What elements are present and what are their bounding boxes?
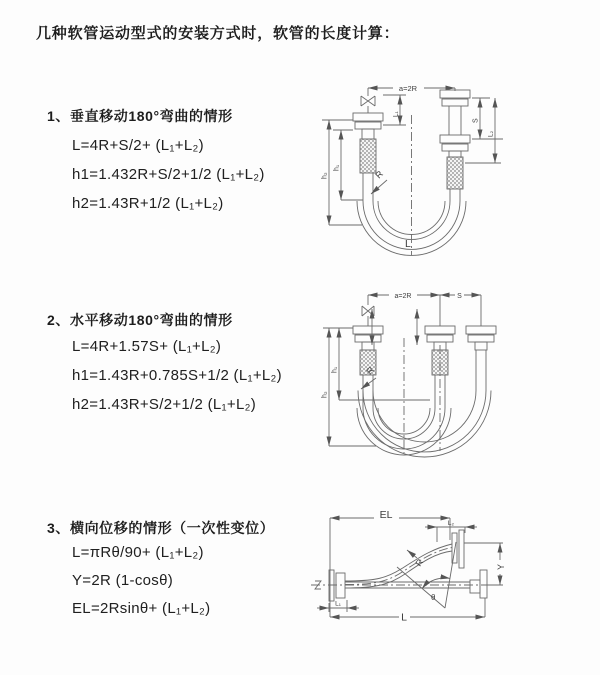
lower-flange — [470, 570, 487, 617]
dim-label-el: EL — [379, 509, 393, 521]
hose-displaced-s-curve — [345, 544, 452, 588]
dim-label-l1: L₁ — [392, 111, 400, 117]
hose-u-curve-moved — [358, 350, 491, 457]
formula-line: h2=1.43R+1/2 (L₁+L₂) — [72, 195, 224, 212]
dim-label-h2: h₂ — [321, 391, 329, 398]
dimension-el — [330, 518, 450, 617]
angle-label: θ — [431, 593, 436, 602]
dimension-h1 — [339, 328, 430, 400]
section-2-heading: 2、水平移动180°弯曲的情形 — [47, 312, 233, 328]
diagram-horizontal-180-bend — [318, 283, 514, 459]
dim-label-a2r: a=2R — [398, 83, 418, 93]
length-label: L — [405, 238, 411, 250]
dimension-l1 — [383, 95, 406, 125]
dim-label-l2: L₂ — [447, 519, 455, 527]
radius-label: R — [364, 364, 377, 377]
dimension-l2 — [425, 527, 477, 542]
section-3-formulas — [72, 539, 210, 623]
dim-label-h1: h₁ — [333, 164, 341, 171]
formula-line: L=4R+1.57S+ (L₁+L₂) — [72, 338, 222, 355]
dimension-ticks — [372, 309, 417, 345]
formula-line: EL=2Rsinθ+ (L₁+L₂) — [72, 600, 211, 617]
dimension-a2r — [368, 292, 481, 326]
dim-label-s: S — [472, 118, 480, 123]
formula-line: L=πRθ/90+ (L₁+L₂) — [72, 544, 204, 561]
hose-left-end-fitting — [353, 113, 383, 173]
dimension-l2 — [465, 98, 501, 163]
left-flange — [329, 570, 345, 601]
valve-icon — [361, 96, 375, 113]
dim-label-h1: h₁ — [331, 366, 339, 373]
dim-label-h2: h₂ — [321, 172, 329, 179]
hose-moved-end-fitting — [466, 326, 496, 350]
diagram-vertical-180-bend — [305, 73, 510, 259]
hose-right-end-fitting — [440, 90, 470, 189]
radius-label: R — [413, 557, 426, 569]
section-1-heading: 1、垂直移动180°弯曲的情形 — [47, 108, 233, 124]
section-1-formulas — [72, 131, 265, 218]
radius-leader-line — [407, 550, 417, 558]
dim-label-a2r: a=2R — [394, 292, 412, 300]
upper-flange — [452, 530, 464, 568]
length-label: L — [401, 611, 407, 624]
radius-label: R — [373, 168, 386, 181]
diagram-lateral-displacement — [303, 500, 515, 660]
formula-line: h2=1.43R+S/2+1/2 (L₁+L₂) — [72, 396, 257, 413]
section-2-formulas — [72, 332, 282, 419]
dim-label-y: Y — [496, 563, 506, 570]
formula-line: Y=2R (1-cosθ) — [72, 572, 174, 589]
formula-line: h1=1.432R+S/2+1/2 (L₁+L₂) — [72, 166, 265, 183]
dim-label-l2: L₂ — [487, 130, 495, 137]
dim-label-s: S — [457, 292, 462, 300]
section-3-heading: 3、横向位移的情形（一次性变位） — [47, 520, 275, 536]
formula-line: L=4R+S/2+ (L₁+L₂) — [72, 137, 204, 154]
formula-line: h1=1.43R+0.785S+1/2 (L₁+L₂) — [72, 367, 282, 384]
page-title: 几种软管运动型式的安装方式时，软管的长度计算： — [36, 25, 400, 42]
dim-label-l1: L₁ — [335, 600, 341, 608]
